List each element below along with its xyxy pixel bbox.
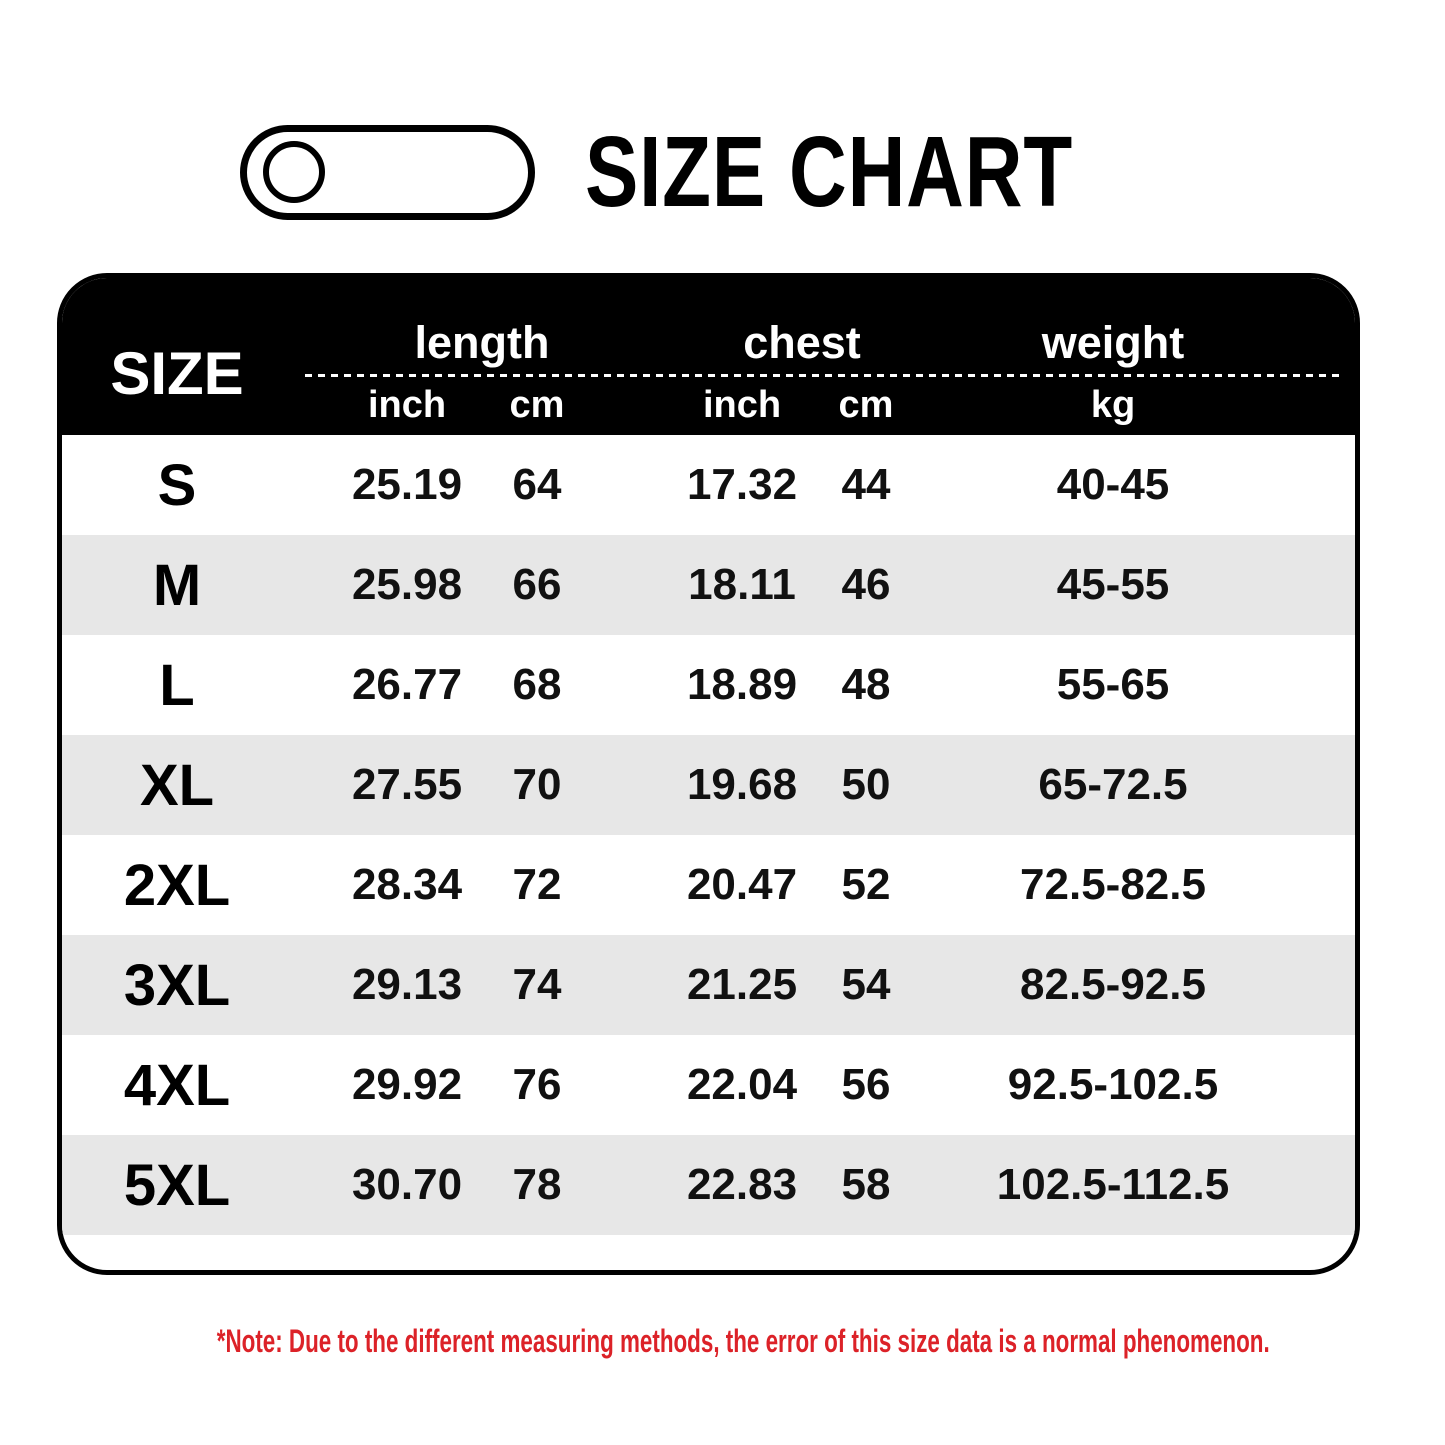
length-cm-cell: 72: [512, 860, 562, 909]
header-unit-length-cm: cm: [509, 383, 565, 426]
chest-cm-cell: 48: [841, 660, 891, 709]
chest-cm-cell: 50: [841, 760, 891, 809]
chest-inch-cell: 17.32: [686, 460, 798, 509]
chest-inch-cell: 21.25: [686, 960, 798, 1009]
length-inch-cell: 29.13: [351, 960, 463, 1009]
table-row: [62, 735, 1355, 835]
weight-cell: 72.5-82.5: [1020, 860, 1206, 909]
chest-inch-cell: 18.89: [686, 660, 798, 709]
size-chart-table: [57, 273, 1360, 1275]
header-divider: [305, 374, 1345, 377]
size-cell: S: [157, 452, 197, 518]
chest-cm-cell: 58: [841, 1160, 891, 1209]
size-cell: L: [159, 652, 195, 718]
size-cell: M: [152, 552, 202, 618]
weight-cell: 102.5-112.5: [996, 1160, 1230, 1209]
table-row: [62, 1135, 1355, 1235]
length-cm-cell: 66: [512, 560, 562, 609]
weight-cell: 65-72.5: [1038, 760, 1188, 809]
length-inch-cell: 26.77: [351, 660, 463, 709]
chest-cm-cell: 52: [841, 860, 891, 909]
chest-inch-cell: 22.04: [686, 1060, 798, 1109]
length-inch-cell: 30.70: [351, 1160, 463, 1209]
length-cm-cell: 76: [512, 1060, 562, 1109]
weight-cell: 45-55: [1056, 560, 1170, 609]
weight-cell: 82.5-92.5: [1020, 960, 1206, 1009]
length-cm-cell: 74: [512, 960, 562, 1009]
chest-cm-cell: 56: [841, 1060, 891, 1109]
table-row: [62, 1035, 1355, 1135]
header-group-weight: weight: [1041, 317, 1185, 368]
chest-cm-cell: 46: [841, 560, 891, 609]
chest-inch-cell: 19.68: [686, 760, 798, 809]
table-row: [62, 935, 1355, 1035]
header-unit-chest-inch: inch: [702, 383, 782, 426]
capsule-circle-icon: [263, 141, 325, 203]
weight-cell: 92.5-102.5: [1007, 1060, 1219, 1109]
table-row: [62, 535, 1355, 635]
length-inch-cell: 29.92: [351, 1060, 463, 1109]
size-cell: XL: [139, 752, 215, 818]
length-inch-cell: 27.55: [351, 760, 463, 809]
table-row: [62, 635, 1355, 735]
size-cell: 5XL: [123, 1152, 231, 1218]
header-group-chest: chest: [743, 317, 861, 368]
length-cm-cell: 68: [512, 660, 562, 709]
header-group-length: length: [414, 317, 550, 368]
size-cell: 4XL: [123, 1052, 231, 1118]
length-cm-cell: 64: [512, 460, 562, 509]
chest-inch-cell: 20.47: [686, 860, 798, 909]
size-cell: 3XL: [123, 952, 231, 1018]
table-row: [62, 835, 1355, 935]
header-unit-weight-kg: kg: [1090, 383, 1136, 426]
chest-cm-cell: 54: [841, 960, 891, 1009]
header-unit-chest-cm: cm: [838, 383, 894, 426]
weight-cell: 55-65: [1056, 660, 1170, 709]
header-unit-length-inch: inch: [367, 383, 447, 426]
size-cell: 2XL: [123, 852, 231, 918]
length-inch-cell: 25.19: [351, 460, 463, 509]
table-row: [62, 435, 1355, 535]
chest-inch-cell: 18.11: [688, 560, 796, 609]
weight-cell: 40-45: [1056, 460, 1170, 509]
page-title: SIZE CHART: [585, 116, 1073, 228]
table-header: [62, 278, 1355, 435]
header-size-label: SIZE: [110, 340, 244, 407]
length-cm-cell: 78: [512, 1160, 562, 1209]
table-body: [62, 435, 1355, 1235]
capsule-logo-icon: [240, 125, 535, 220]
length-inch-cell: 25.98: [351, 560, 463, 609]
length-inch-cell: 28.34: [351, 860, 463, 909]
chest-cm-cell: 44: [841, 460, 891, 509]
chest-inch-cell: 22.83: [686, 1160, 798, 1209]
note-text: *Note: Due to the different measuring methods, the error of this size data is a normal phenomenon.: [216, 1323, 1270, 1359]
length-cm-cell: 70: [512, 760, 562, 809]
